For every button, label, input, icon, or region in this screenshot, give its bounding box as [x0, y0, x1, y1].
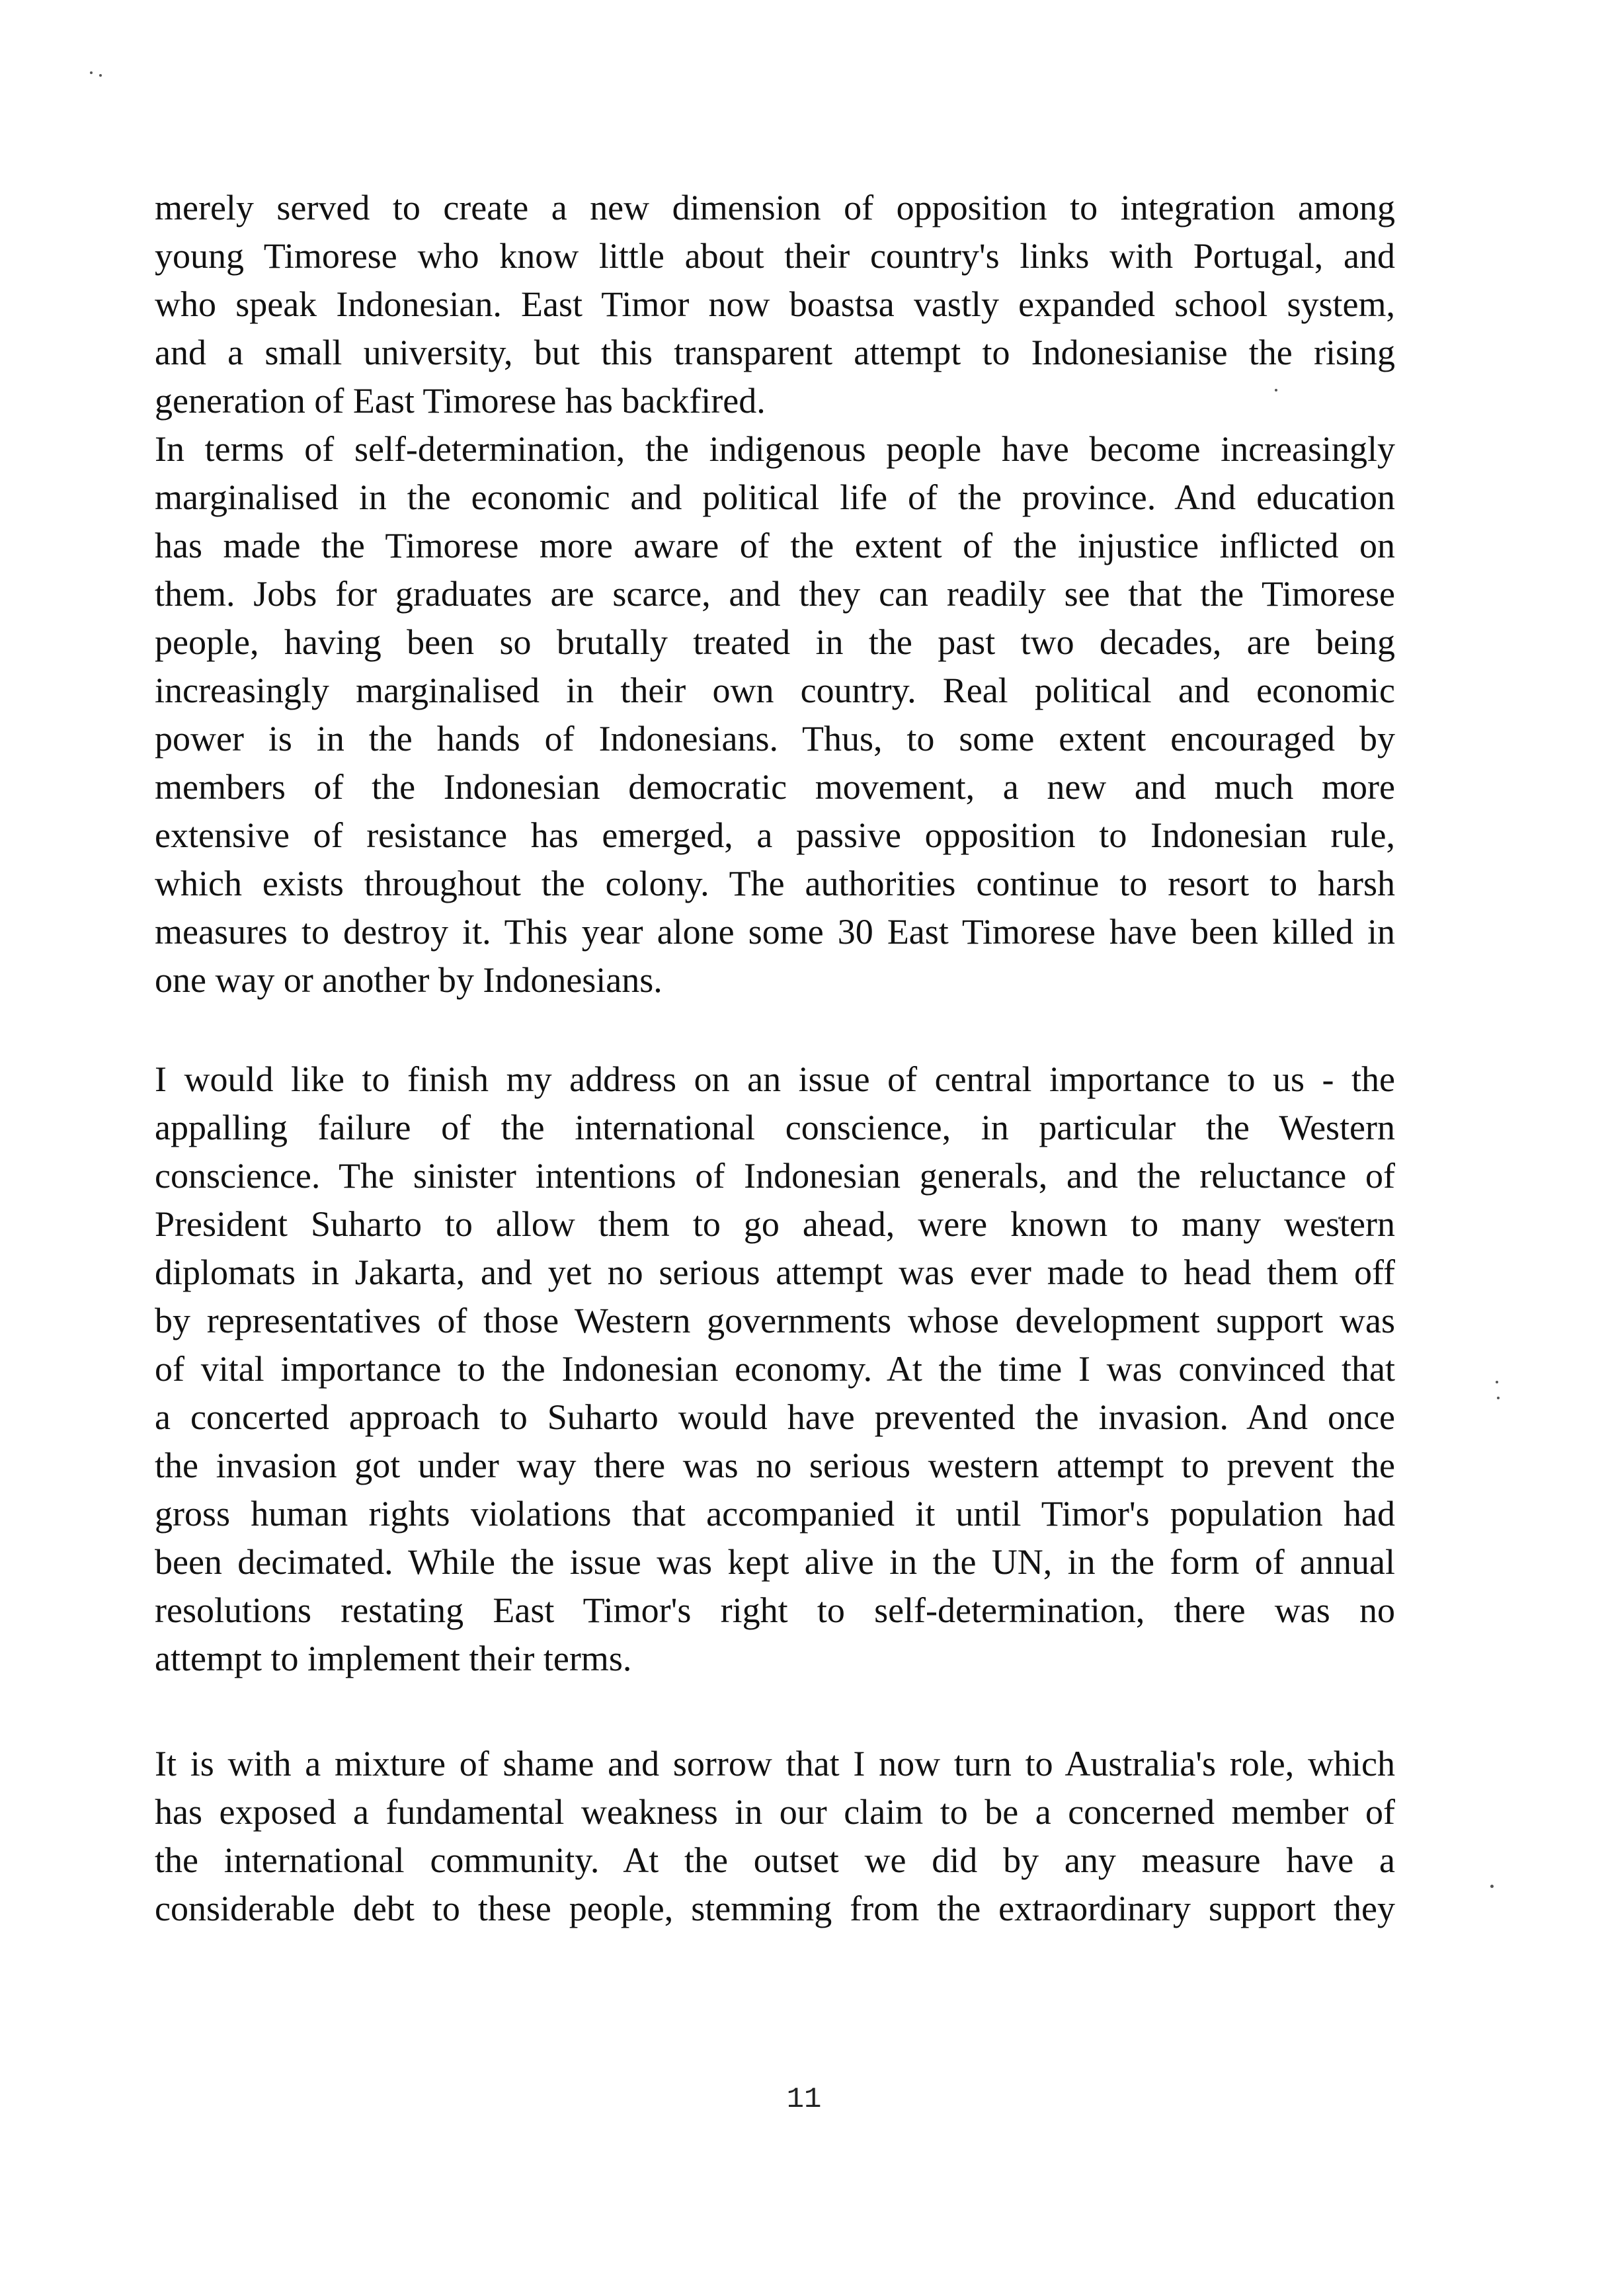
text-line: them. Jobs for graduates are scarce, and they can readily see that the Timorese: [155, 574, 1395, 614]
text-line: I would like to finish my address on an issue of central importance to us - the: [155, 1059, 1395, 1099]
text-line: has made the Timorese more aware of the extent of the injustice inflicted on: [155, 526, 1395, 565]
text-line: measures to destroy it. This year alone some 30 East Timorese have been killed in: [155, 912, 1395, 952]
text-line: appalling failure of the international conscience, in particular the Western: [155, 1108, 1395, 1147]
text-line: by representatives of those Western governments whose development support was: [155, 1301, 1395, 1340]
text-line: President Suharto to allow them to go ahead, were known to many western: [155, 1204, 1395, 1244]
page-number: 11: [786, 2083, 822, 2116]
text-line: members of the Indonesian democratic movement, a new and much more: [155, 767, 1395, 807]
paragraph: [155, 1740, 1395, 1933]
text-line: increasingly marginalised in their own country. Real political and economic: [155, 671, 1395, 710]
paragraph: [155, 1055, 1395, 1683]
text-line: has exposed a fundamental weakness in our claim to be a concerned member of: [155, 1792, 1395, 1832]
text-line: people, having been so brutally treated in the past two decades, are being: [155, 622, 1395, 662]
text-line: been decimated. While the issue was kept alive in the UN, in the form of annual: [155, 1542, 1395, 1582]
text-line: the invasion got under way there was no serious western attempt to prevent the: [155, 1446, 1395, 1485]
text-line: merely served to create a new dimension of opposition to integration among: [155, 188, 1395, 227]
text-line: and a small university, but this transparent attempt to Indonesianise the rising: [155, 333, 1395, 372]
text-line: diplomats in Jakarta, and yet no serious attempt was ever made to head them off: [155, 1252, 1395, 1292]
scan-speck: [99, 74, 102, 77]
scan-speck: [90, 71, 93, 74]
text-line: who speak Indonesian. East Timor now boastsa vastly expanded school system,: [155, 284, 1395, 324]
text-line: power is in the hands of Indonesians. Thus, to some extent encouraged by: [155, 719, 1395, 758]
text-line: In terms of self-determination, the indigenous people have become increasingly: [155, 429, 1395, 469]
text-line: young Timorese who know little about their country's links with Portugal, and: [155, 236, 1395, 276]
scan-speck: [1497, 1397, 1500, 1399]
text-line: of vital importance to the Indonesian economy. At the time I was convinced that: [155, 1349, 1395, 1389]
scan-speck: [1496, 1381, 1498, 1383]
text-line: a concerted approach to Suharto would have prevented the invasion. And once: [155, 1397, 1395, 1437]
text-line: extensive of resistance has emerged, a passive opposition to Indonesian rule,: [155, 815, 1395, 855]
text-line: resolutions restating East Timor's right to self-determination, there was no: [155, 1590, 1395, 1630]
text-line: It is with a mixture of shame and sorrow that I now turn to Australia's role, which: [155, 1744, 1395, 1784]
text-line: marginalised in the economic and political life of the province. And education: [155, 477, 1395, 517]
text-line: one way or another by Indonesians.: [155, 960, 663, 1000]
paragraph: [155, 184, 1395, 425]
text-line: generation of East Timorese has backfired.: [155, 381, 766, 421]
text-line: which exists throughout the colony. The authorities continue to resort to harsh: [155, 864, 1395, 903]
text-line: considerable debt to these people, stemming from the extraordinary support they: [155, 1889, 1395, 1928]
text-line: conscience. The sinister intentions of Indonesian generals, and the reluctance of: [155, 1156, 1395, 1196]
text-line: gross human rights violations that accompanied it until Timor's population had: [155, 1494, 1395, 1534]
scan-speck: [1490, 1885, 1494, 1888]
paragraph: [155, 425, 1395, 1004]
text-line: attempt to implement their terms.: [155, 1639, 632, 1678]
text-line: the international community. At the outset we did by any measure have a: [155, 1840, 1395, 1880]
